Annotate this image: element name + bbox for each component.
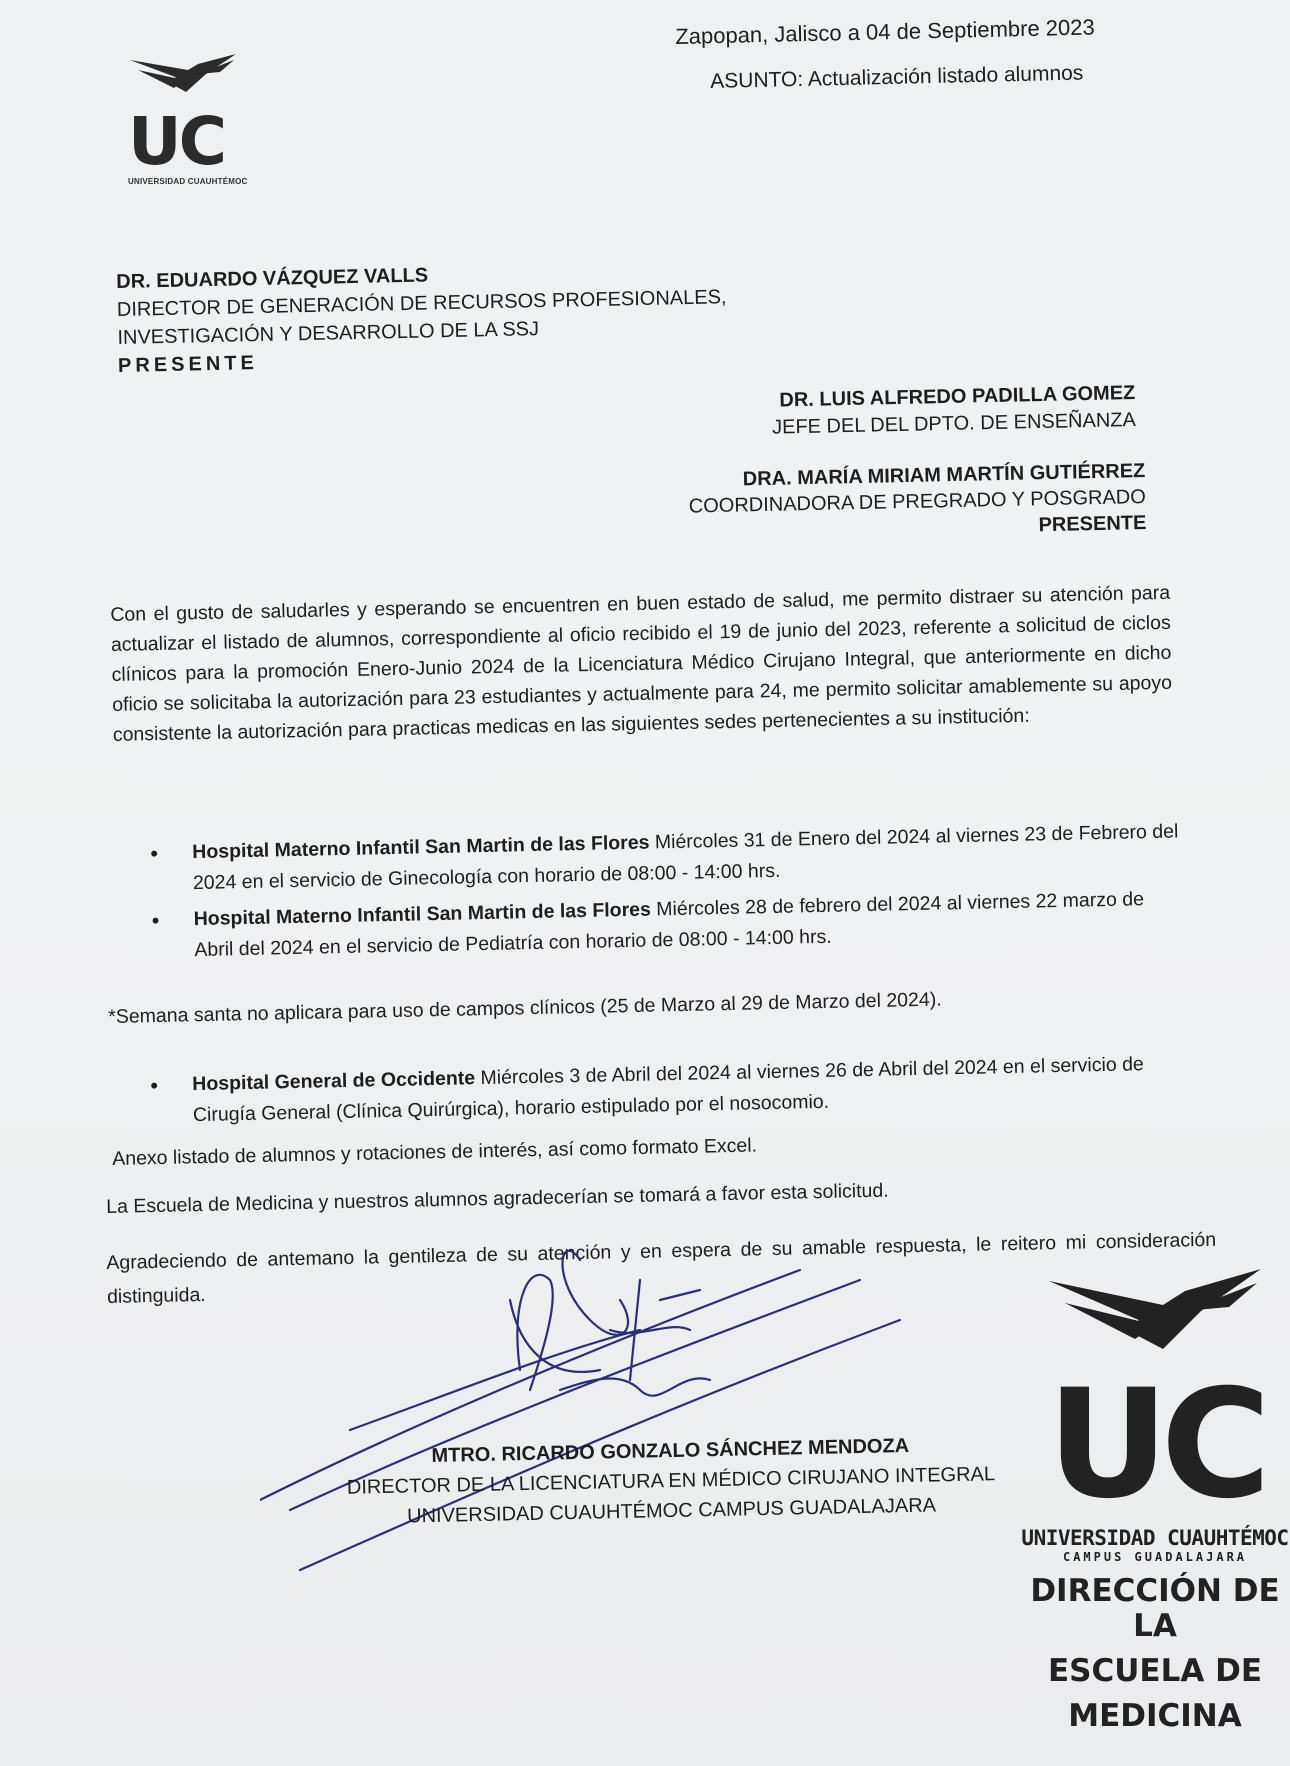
logo-university-name: UNIVERSIDAD CUAUHTÉMOC xyxy=(128,177,248,186)
rotation-list-a xyxy=(150,816,1183,972)
recipient-primary-title-2: INVESTIGACIÓN Y DESARROLLO DE LA SSJ xyxy=(117,318,540,349)
recipient-primary xyxy=(116,251,918,380)
department-stamp xyxy=(1020,1265,1290,1734)
signatory-block xyxy=(330,1429,1012,1533)
stamp-letters: UC xyxy=(1047,1358,1263,1532)
logo-letters: UC xyxy=(128,103,225,180)
recipient-tertiary xyxy=(525,458,1146,549)
holy-week-note: *Semana santa no aplicara para uso de campos clínicos (25 de Marzo al 29 de Marzo del 2024). xyxy=(108,988,942,1028)
stamp-university: UNIVERSIDAD CUAUHTÉMOC xyxy=(1021,1526,1289,1550)
closing-paragraph: Agradeciendo de antemano la gentileza de su atención y en espera de su amable respuesta, le reitero mi consideración distinguida. xyxy=(106,1228,1217,1308)
recipient-primary-presente: PRESENTE xyxy=(117,352,259,377)
stamp-dept-3: MEDICINA xyxy=(1068,1698,1242,1734)
university-logo xyxy=(128,52,248,186)
subject-line: ASUNTO: Actualización listado alumnos xyxy=(710,61,1084,93)
rotation-detail: Miércoles 3 de Abril del 2024 al viernes 26 de Abril del 2024 en el servicio de Cirugía General (Clínica Quirúrgica), horario estipulado por el nosocomio. xyxy=(192,1053,1144,1127)
recipient-secondary-title: JEFE DEL DEL DPTO. DE ENSEÑANZA xyxy=(771,408,1137,439)
recipient-tertiary-name: DRA. MARÍA MIRIAM MARTÍN GUTIÉRREZ xyxy=(742,459,1146,491)
signatory-title-1: DIRECTOR DE LA LICENCIATURA EN MÉDICO CIRUJANO INTEGRAL xyxy=(346,1463,996,1499)
recipient-primary-name: DR. EDUARDO VÁZQUEZ VALLS xyxy=(116,264,429,293)
rotation-hospital: Hospital Materno Infantil San Martin de las Flores xyxy=(193,898,652,931)
annex-line: Anexo listado de alumnos y rotaciones de interés, así como formato Excel. xyxy=(112,1134,758,1170)
recipient-tertiary-presente: PRESENTE xyxy=(1038,511,1147,537)
eagle-icon xyxy=(1045,1265,1265,1365)
list-item xyxy=(150,1048,1181,1132)
signatory-name: MTRO. RICARDO GONZALO SÁNCHEZ MENDOZA xyxy=(431,1434,910,1467)
stamp-campus: CAMPUS GUADALAJARA xyxy=(1062,1550,1248,1564)
recipient-primary-title-1: DIRECTOR DE GENERACIÓN DE RECURSOS PROFESIONALES, xyxy=(116,286,727,321)
rotation-hospital: Hospital Materno Infantil San Martin de las Flores xyxy=(192,831,650,864)
eagle-icon xyxy=(128,52,238,100)
intro-paragraph: Con el gusto de saludarles y esperando se encuentren en buen estado de salud, me permito distraer su atención para actualizar el listado de alumnos, correspondiente al oficio recibido el 19 de junio del 2023, referente a solicitud de ciclos clínicos para la promoción Enero-Junio 2024 de la Licenciatura Médico Cirujano Integral, que anteriormente en dicho oficio se solicitaba la autorización para 23 estudiantes y actualmente para 24, me permito solicitar amablemente su apoyo consistente la autorización para practicas medicas en las siguientes sedes pertenecientes a su institución: xyxy=(110,581,1173,746)
signatory-title-2: UNIVERSIDAD CUAUHTÉMOC CAMPUS GUADALAJARA xyxy=(406,1494,937,1528)
stamp-dept-2: ESCUELA DE xyxy=(1047,1653,1263,1689)
rotation-hospital: Hospital General de Occidente xyxy=(192,1067,476,1096)
date-line: Zapopan, Jalisco a 04 de Septiembre 2023 xyxy=(675,14,1095,49)
rotation-detail: Miércoles 28 de febrero del 2024 al viernes 22 marzo de Abril del 2024 en el servicio de Pediatría con horario de 08:00 - 14:00 hrs. xyxy=(194,888,1145,962)
thanks-line: La Escuela de Medicina y nuestros alumnos agradecerían se tomará a favor esta solicitud. xyxy=(106,1179,889,1218)
recipient-secondary xyxy=(575,380,1136,446)
recipient-secondary-name: DR. LUIS ALFREDO PADILLA GOMEZ xyxy=(779,381,1136,412)
rotation-list-b xyxy=(150,1048,1181,1137)
recipient-tertiary-title: COORDINADORA DE PREGRADO Y POSGRADO xyxy=(688,485,1147,518)
rotation-detail: Miércoles 31 de Enero del 2024 al viernes 23 de Febrero del 2024 en el servicio de Ginecología con horario de 08:00 - 14:00 hrs. xyxy=(192,820,1179,895)
stamp-dept-1: DIRECCIÓN DE LA xyxy=(1030,1573,1280,1644)
